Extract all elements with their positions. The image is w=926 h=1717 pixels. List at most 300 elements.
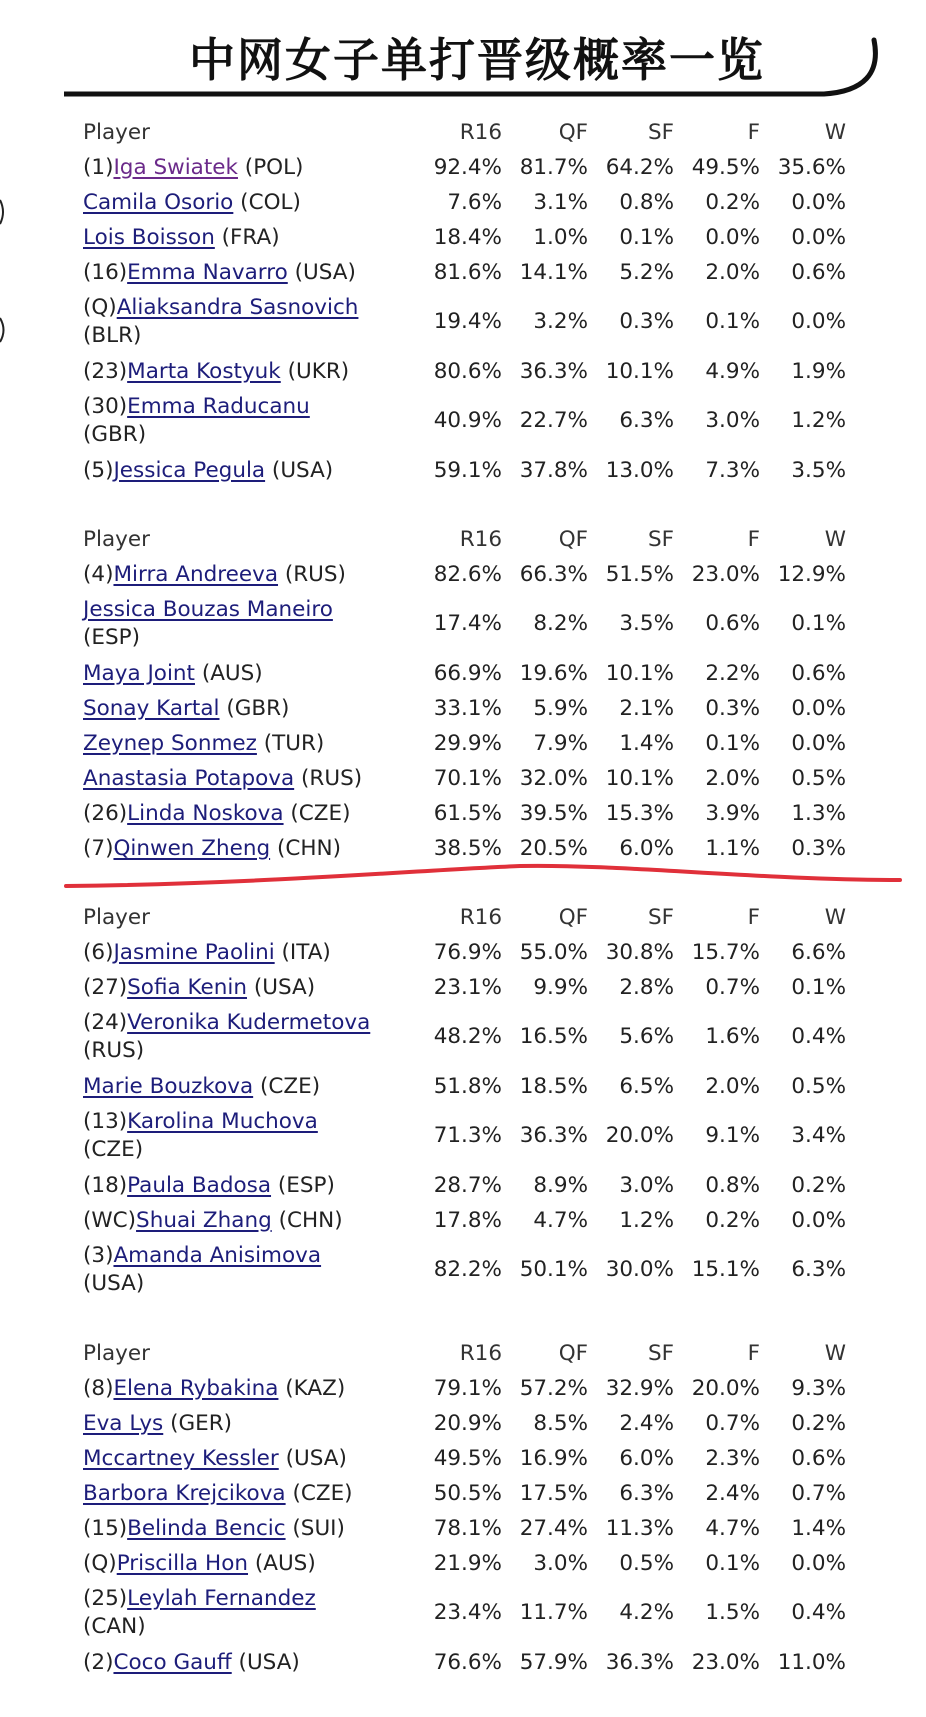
table-row — [0, 557, 926, 592]
prob-sf: 5.6% — [619, 1024, 674, 1049]
prob-w: 1.9% — [791, 358, 846, 384]
prob-qf: 37.8% — [519, 457, 588, 483]
prob-w: 0.0% — [791, 1550, 846, 1576]
table-row — [0, 1069, 926, 1104]
prob-sf: 3.0% — [619, 1172, 674, 1198]
prob-sf: 5.2% — [619, 259, 674, 285]
prob-w: 0.0% — [791, 695, 846, 721]
player-seed: (4) — [83, 561, 114, 587]
prob-f: 0.3% — [705, 695, 760, 721]
player-link[interactable]: Mirra Andreeva — [113, 561, 279, 587]
player-country: (USA) — [265, 457, 334, 483]
prob-w: 0.3% — [791, 835, 846, 861]
prob-w: 0.4% — [791, 1600, 846, 1625]
player-seed: (7) — [83, 835, 114, 861]
prob-w: 0.2% — [791, 1172, 846, 1198]
prob-sf: 51.5% — [605, 561, 674, 587]
player-country: (CZE) — [283, 800, 351, 826]
player-country: (CZE) — [253, 1073, 321, 1099]
player-cell — [83, 1207, 423, 1235]
prob-f: 3.0% — [705, 408, 760, 433]
prob-r16: 79.1% — [433, 1375, 502, 1401]
player-country: (SUI) — [285, 1515, 345, 1541]
prob-qf: 17.5% — [519, 1480, 588, 1506]
prob-qf: 3.0% — [533, 1550, 588, 1576]
prob-sf: 2.8% — [619, 974, 674, 1000]
player-link[interactable]: Mccartney Kessler — [83, 1445, 279, 1471]
player-link[interactable]: Sofia Kenin — [127, 974, 247, 1000]
prob-qf: 16.9% — [519, 1445, 588, 1471]
player-link[interactable]: Qinwen Zheng — [113, 835, 271, 861]
player-cell — [83, 939, 423, 967]
player-cell — [83, 224, 423, 252]
player-link[interactable]: Elena Rybakina — [113, 1375, 279, 1401]
prob-sf: 6.5% — [619, 1073, 674, 1099]
table-row — [0, 691, 926, 726]
table-row — [0, 592, 926, 656]
player-link[interactable]: Emma Navarro — [127, 259, 288, 285]
player-country: (RUS) — [83, 1038, 145, 1063]
header-player: Player — [83, 904, 150, 930]
prob-qf: 81.7% — [519, 154, 588, 180]
player-link[interactable]: Shuai Zhang — [136, 1207, 272, 1233]
prob-sf: 15.3% — [605, 800, 674, 826]
table-row — [0, 970, 926, 1005]
header-player: Player — [83, 526, 150, 552]
prob-f: 23.0% — [691, 561, 760, 587]
prob-r16: 59.1% — [433, 457, 502, 483]
prob-f: 9.1% — [705, 1123, 760, 1148]
prob-qf: 14.1% — [519, 259, 588, 285]
header-col-f: F — [747, 526, 760, 552]
prob-w: 0.1% — [791, 611, 846, 636]
player-cell — [83, 457, 423, 485]
player-country: (COL) — [233, 189, 301, 215]
prob-qf: 66.3% — [519, 561, 588, 587]
prob-r16: 81.6% — [433, 259, 502, 285]
player-seed: (13) — [83, 1109, 128, 1134]
prob-f: 0.6% — [705, 611, 760, 636]
player-link[interactable]: Jasmine Paolini — [113, 939, 275, 965]
table-row — [0, 453, 926, 488]
player-country: (CAN) — [83, 1614, 146, 1639]
table-row — [0, 1645, 926, 1680]
prob-w: 0.4% — [791, 1024, 846, 1049]
table-row — [0, 1203, 926, 1238]
prob-f: 0.2% — [705, 189, 760, 215]
player-cell — [83, 294, 423, 350]
table-row — [0, 761, 926, 796]
prob-qf: 8.5% — [533, 1410, 588, 1436]
player-cell — [83, 1009, 423, 1065]
prob-r16: 20.9% — [433, 1410, 502, 1436]
player-seed: (6) — [83, 939, 114, 965]
prob-sf: 30.0% — [605, 1257, 674, 1282]
prob-r16: 19.4% — [433, 309, 502, 334]
prob-r16: 33.1% — [433, 695, 502, 721]
prob-r16: 23.4% — [433, 1600, 502, 1625]
prob-sf: 3.5% — [619, 611, 674, 636]
draw-section — [0, 115, 926, 488]
header-col-w: W — [824, 904, 846, 930]
header-player: Player — [83, 1340, 150, 1366]
prob-sf: 10.1% — [605, 765, 674, 791]
prob-sf: 6.3% — [619, 408, 674, 433]
player-cell — [83, 189, 423, 217]
prob-r16: 82.6% — [433, 561, 502, 587]
prob-qf: 5.9% — [533, 695, 588, 721]
table-row — [0, 1546, 926, 1581]
page-title: 中网女子单打晋级概率一览 — [189, 33, 765, 87]
prob-r16: 66.9% — [433, 660, 502, 686]
prob-f: 0.1% — [705, 1550, 760, 1576]
prob-r16: 82.2% — [433, 1257, 502, 1282]
prob-sf: 0.8% — [619, 189, 674, 215]
header-col-qf: QF — [558, 526, 588, 552]
prob-qf: 16.5% — [519, 1024, 588, 1049]
table-row — [0, 935, 926, 970]
player-cell — [83, 1585, 423, 1641]
player-seed: (27) — [83, 974, 128, 1000]
player-seed: (5) — [83, 457, 114, 483]
player-link[interactable]: Sonay Kartal — [83, 695, 220, 721]
player-link[interactable]: Emma Raducanu — [127, 394, 310, 419]
prob-r16: 18.4% — [433, 224, 502, 250]
player-link[interactable]: Camila Osorio — [83, 189, 234, 215]
player-cell — [83, 358, 423, 386]
player-country: (ESP) — [83, 625, 140, 650]
prob-f: 2.2% — [705, 660, 760, 686]
player-link[interactable]: Veronika Kudermetova — [127, 1010, 371, 1035]
prob-r16: 71.3% — [433, 1123, 502, 1148]
player-link[interactable]: Iga Swiatek — [113, 154, 238, 180]
table-row — [0, 354, 926, 389]
header-col-w: W — [824, 526, 846, 552]
prob-qf: 19.6% — [519, 660, 588, 686]
player-seed: (26) — [83, 800, 128, 826]
player-cell — [83, 393, 423, 449]
player-link[interactable]: Amanda Anisimova — [113, 1243, 322, 1268]
header-col-qf: QF — [558, 904, 588, 930]
player-link[interactable]: Maya Joint — [83, 660, 195, 686]
prob-r16: 17.8% — [433, 1207, 502, 1233]
player-country: (GBR) — [83, 422, 147, 447]
prob-r16: 49.5% — [433, 1445, 502, 1471]
player-cell — [83, 1242, 423, 1298]
player-cell — [83, 835, 423, 863]
prob-w: 6.6% — [791, 939, 846, 965]
prob-r16: 70.1% — [433, 765, 502, 791]
table-row — [0, 290, 926, 354]
prob-w: 6.3% — [791, 1257, 846, 1282]
prob-w: 9.3% — [791, 1375, 846, 1401]
prob-sf: 10.1% — [605, 358, 674, 384]
player-link[interactable]: Linda Noskova — [127, 800, 284, 826]
prob-qf: 9.9% — [533, 974, 588, 1000]
prob-f: 4.9% — [705, 358, 760, 384]
prob-f: 0.7% — [705, 1410, 760, 1436]
player-link[interactable]: Leylah Fernandez — [127, 1586, 316, 1611]
draw-section — [0, 900, 926, 1302]
player-seed: (30) — [83, 394, 128, 419]
prob-w: 0.0% — [791, 730, 846, 756]
prob-r16: 76.9% — [433, 939, 502, 965]
prob-w: 1.2% — [791, 408, 846, 433]
table-row — [0, 185, 926, 220]
prob-f: 2.4% — [705, 1480, 760, 1506]
header-col-sf: SF — [647, 119, 674, 145]
probability-tables — [0, 115, 926, 1714]
table-row — [0, 1371, 926, 1406]
table-header-row — [0, 522, 926, 557]
player-link[interactable]: Priscilla Hon — [116, 1550, 249, 1576]
player-seed: (24) — [83, 1010, 128, 1035]
prob-qf: 8.2% — [533, 611, 588, 636]
player-link[interactable]: Barbora Krejcikova — [83, 1480, 286, 1506]
prob-w: 0.1% — [791, 974, 846, 1000]
prob-r16: 38.5% — [433, 835, 502, 861]
player-cell — [83, 1480, 423, 1508]
prob-f: 1.1% — [705, 835, 760, 861]
table-row — [0, 1005, 926, 1069]
player-country: (USA) — [83, 1271, 145, 1296]
prob-w: 1.3% — [791, 800, 846, 826]
header-col-r16: R16 — [459, 526, 502, 552]
prob-r16: 50.5% — [433, 1480, 502, 1506]
prob-sf: 36.3% — [605, 1649, 674, 1675]
player-seed: (18) — [83, 1172, 128, 1198]
header-col-r16: R16 — [459, 1340, 502, 1366]
player-country: (USA) — [231, 1649, 300, 1675]
table-row — [0, 220, 926, 255]
player-link[interactable]: Karolina Muchova — [127, 1109, 318, 1134]
prob-w: 0.6% — [791, 660, 846, 686]
player-cell — [83, 730, 423, 758]
prob-r16: 76.6% — [433, 1649, 502, 1675]
player-country: (AUS) — [248, 1550, 316, 1576]
table-row — [0, 150, 926, 185]
player-country: (AUS) — [194, 660, 263, 686]
player-cell — [83, 596, 423, 652]
prob-f: 2.0% — [705, 1073, 760, 1099]
player-country: (CZE) — [83, 1137, 144, 1162]
player-seed: (8) — [83, 1375, 114, 1401]
player-cell — [83, 1172, 423, 1200]
player-country: (USA) — [278, 1445, 347, 1471]
player-cell — [83, 1515, 423, 1543]
prob-f: 49.5% — [691, 154, 760, 180]
player-link[interactable]: Jessica Bouzas Maneiro — [83, 597, 333, 622]
table-row — [0, 796, 926, 831]
prob-sf: 6.0% — [619, 835, 674, 861]
prob-f: 2.0% — [705, 259, 760, 285]
prob-r16: 78.1% — [433, 1515, 502, 1541]
prob-r16: 23.1% — [433, 974, 502, 1000]
player-country: (UKR) — [280, 358, 350, 384]
prob-sf: 64.2% — [605, 154, 674, 180]
player-seed: (15) — [83, 1515, 128, 1541]
prob-qf: 32.0% — [519, 765, 588, 791]
player-cell — [83, 1073, 423, 1101]
player-country: (USA) — [287, 259, 356, 285]
prob-sf: 11.3% — [605, 1515, 674, 1541]
prob-w: 1.4% — [791, 1515, 846, 1541]
header-col-sf: SF — [647, 1340, 674, 1366]
player-seed: (3) — [83, 1243, 114, 1268]
player-link[interactable]: Belinda Bencic — [127, 1515, 286, 1541]
draw-section — [0, 1336, 926, 1680]
table-row — [0, 1511, 926, 1546]
player-link[interactable]: Marta Kostyuk — [127, 358, 281, 384]
prob-qf: 55.0% — [519, 939, 588, 965]
player-link[interactable]: Jessica Pegula — [113, 457, 266, 483]
prob-sf: 0.1% — [619, 224, 674, 250]
prob-f: 3.9% — [705, 800, 760, 826]
player-cell — [83, 765, 423, 793]
player-cell — [83, 561, 423, 589]
player-cell — [83, 1445, 423, 1473]
player-seed: (Q) — [83, 295, 117, 320]
prob-f: 23.0% — [691, 1649, 760, 1675]
player-cell — [83, 259, 423, 287]
player-link[interactable]: Marie Bouzkova — [83, 1073, 254, 1099]
prob-sf: 0.5% — [619, 1550, 674, 1576]
prob-qf: 36.3% — [519, 1123, 588, 1148]
table-row — [0, 1441, 926, 1476]
prob-f: 4.7% — [705, 1515, 760, 1541]
prob-f: 15.7% — [691, 939, 760, 965]
player-seed: (WC) — [83, 1207, 137, 1233]
prob-sf: 2.4% — [619, 1410, 674, 1436]
prob-w: 3.5% — [791, 457, 846, 483]
player-cell — [83, 154, 423, 182]
player-country: (TUR) — [256, 730, 325, 756]
prob-qf: 7.9% — [533, 730, 588, 756]
prob-f: 2.0% — [705, 765, 760, 791]
table-row — [0, 831, 926, 866]
prob-w: 0.0% — [791, 309, 846, 334]
header-col-sf: SF — [647, 904, 674, 930]
table-row — [0, 1581, 926, 1645]
table-row — [0, 1168, 926, 1203]
player-link[interactable]: Anastasia Potapova — [83, 765, 295, 791]
prob-r16: 7.6% — [447, 189, 502, 215]
prob-qf: 11.7% — [519, 1600, 588, 1625]
prob-r16: 51.8% — [433, 1073, 502, 1099]
table-row — [0, 1406, 926, 1441]
header-col-qf: QF — [558, 119, 588, 145]
prob-qf: 1.0% — [533, 224, 588, 250]
prob-f: 0.7% — [705, 974, 760, 1000]
player-country: (ESP) — [271, 1172, 335, 1198]
prob-f: 1.5% — [705, 1600, 760, 1625]
player-country: (GBR) — [219, 695, 290, 721]
player-country: (RUS) — [294, 765, 363, 791]
player-seed: (23) — [83, 358, 128, 384]
player-country: (FRA) — [214, 224, 280, 250]
table-row — [0, 1476, 926, 1511]
prob-qf: 8.9% — [533, 1172, 588, 1198]
player-cell — [83, 1649, 423, 1677]
player-country: (CHN) — [270, 835, 341, 861]
prob-r16: 21.9% — [433, 1550, 502, 1576]
prob-w: 11.0% — [777, 1649, 846, 1675]
player-link[interactable]: Lois Boisson — [83, 224, 215, 250]
player-seed: (2) — [83, 1649, 114, 1675]
prob-qf: 39.5% — [519, 800, 588, 826]
prob-qf: 3.2% — [533, 309, 588, 334]
player-link[interactable]: Eva Lys — [83, 1410, 164, 1436]
prob-f: 0.1% — [705, 730, 760, 756]
prob-qf: 27.4% — [519, 1515, 588, 1541]
prob-f: 0.8% — [705, 1172, 760, 1198]
prob-w: 0.7% — [791, 1480, 846, 1506]
prob-qf: 4.7% — [533, 1207, 588, 1233]
player-country: (POL) — [237, 154, 304, 180]
prob-sf: 1.2% — [619, 1207, 674, 1233]
player-country: (KAZ) — [278, 1375, 346, 1401]
prob-f: 15.1% — [691, 1257, 760, 1282]
prob-sf: 2.1% — [619, 695, 674, 721]
prob-r16: 48.2% — [433, 1024, 502, 1049]
player-cell — [83, 974, 423, 1002]
prob-qf: 3.1% — [533, 189, 588, 215]
player-country: (USA) — [246, 974, 316, 1000]
prob-w: 3.4% — [791, 1123, 846, 1148]
table-header-row — [0, 1336, 926, 1371]
prob-sf: 4.2% — [619, 1600, 674, 1625]
player-cell — [83, 800, 423, 828]
prob-qf: 22.7% — [519, 408, 588, 433]
prob-sf: 20.0% — [605, 1123, 674, 1148]
table-row — [0, 656, 926, 691]
prob-f: 2.3% — [705, 1445, 760, 1471]
player-seed: (16) — [83, 259, 128, 285]
prob-sf: 13.0% — [605, 457, 674, 483]
prob-w: 0.2% — [791, 1410, 846, 1436]
prob-w: 0.0% — [791, 189, 846, 215]
player-link[interactable]: Zeynep Sonmez — [83, 730, 257, 756]
header-col-w: W — [824, 119, 846, 145]
prob-f: 20.0% — [691, 1375, 760, 1401]
player-link[interactable]: Aliaksandra Sasnovich — [116, 295, 359, 320]
player-seed: (1) — [83, 154, 114, 180]
player-country: (RUS) — [278, 561, 346, 587]
prob-w: 0.6% — [791, 1445, 846, 1471]
table-row — [0, 1238, 926, 1302]
table-header-row — [0, 115, 926, 150]
prob-sf: 6.3% — [619, 1480, 674, 1506]
prob-sf: 6.0% — [619, 1445, 674, 1471]
player-country: (ITA) — [274, 939, 331, 965]
table-row — [0, 1104, 926, 1168]
player-cell — [83, 695, 423, 723]
player-country: (CZE) — [285, 1480, 353, 1506]
prob-f: 7.3% — [705, 457, 760, 483]
prob-f: 0.1% — [705, 309, 760, 334]
player-cell — [83, 1550, 423, 1578]
player-link[interactable]: Paula Badosa — [127, 1172, 272, 1198]
prob-r16: 80.6% — [433, 358, 502, 384]
prob-sf: 0.3% — [619, 309, 674, 334]
prob-sf: 32.9% — [605, 1375, 674, 1401]
prob-r16: 29.9% — [433, 730, 502, 756]
prob-r16: 40.9% — [433, 408, 502, 433]
player-link[interactable]: Coco Gauff — [113, 1649, 232, 1675]
header-col-sf: SF — [647, 526, 674, 552]
prob-w: 12.9% — [777, 561, 846, 587]
player-country: (CHN) — [271, 1207, 343, 1233]
